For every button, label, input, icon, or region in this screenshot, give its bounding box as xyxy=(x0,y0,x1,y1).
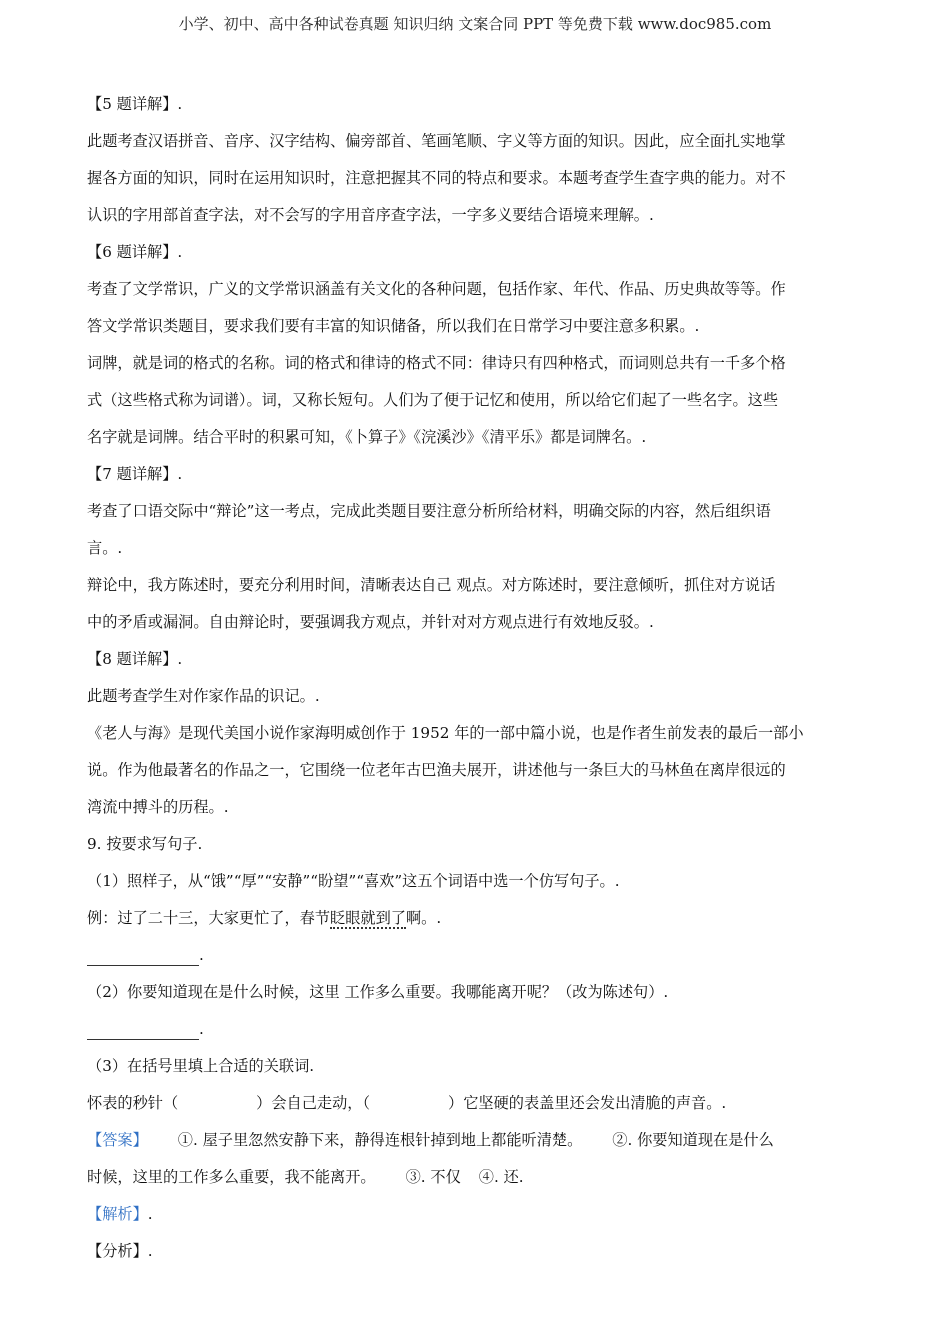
q8-heading: 【8 题详解】. xyxy=(87,650,183,668)
blank-line xyxy=(87,947,199,966)
fenxi-heading: 【分析】. xyxy=(87,1242,153,1260)
answer-label: 【答案】 xyxy=(87,1131,148,1149)
answer-2-cont: 时候，这里的工作多么重要，我不能离开。 xyxy=(87,1168,376,1186)
blank-suffix: . xyxy=(199,946,204,964)
q8-line: 说。作为他最著名的作品之一，它围绕一位老年古巴渔夫展开，讲述他与一条巨大的马林鱼在离岸很远的 xyxy=(87,761,786,779)
q9-sub3: （3）在括号里填上合适的关联词. xyxy=(87,1057,315,1075)
q8-line: 《老人与海》是现代美国小说作家海明威创作于 1952 年的一部中篇小说，也是作者生前发表的最后一部小 xyxy=(87,724,804,742)
q9-example xyxy=(87,900,863,937)
q7-line: 言。. xyxy=(87,539,123,557)
answer-line-1 xyxy=(87,1122,863,1159)
q9-sub1: （1）照样子，从“饿”“厚”“安静”“盼望”“喜欢”这五个词语中选一个仿写句子。. xyxy=(87,872,620,890)
q7-heading: 【7 题详解】. xyxy=(87,465,183,483)
q6-line: 名字就是词牌。结合平时的积累可知，《卜算子》《浣溪沙》《清平乐》都是词牌名。. xyxy=(87,428,647,446)
sentence-part: 怀表的秒针（ xyxy=(87,1094,179,1112)
q5-line: 握各方面的知识，同时在运用知识时，注意把握其不同的特点和要求。本题考查学生查字典的能力。对不 xyxy=(87,169,786,187)
answer-4: ④. 还. xyxy=(478,1168,524,1186)
analysis-heading xyxy=(87,1196,863,1233)
q6-line: 答文学常识类题目，要求我们要有丰富的知识储备，所以我们在日常学习中要注意多积累。. xyxy=(87,317,700,335)
q9-title: 9. 按要求写句子. xyxy=(87,835,203,853)
blank-suffix: . xyxy=(199,1020,204,1038)
q7-line: 考查了口语交际中“辩论”这一考点，完成此类题目要注意分析所给材料，明确交际的内容，然后组织语 xyxy=(87,502,771,520)
q5-line: 认识的字用部首查字法，对不会写的字用音序查字法，一字多义要结合语境来理解。. xyxy=(87,206,654,224)
sentence-part: ）会自己走动，（ xyxy=(256,1094,371,1112)
q5-line: 此题考查汉语拼音、音序、汉字结构、偏旁部首、笔画笔顺、字义等方面的知识。因此，应全面扎实地掌 xyxy=(87,132,786,150)
sentence-part: ）它坚硬的表盖里还会发出清脆的声音。. xyxy=(448,1094,727,1112)
example-dotted-words: 眨眼就到了 xyxy=(330,909,406,927)
example-prefix: 例：过了二十三，大家更忙了，春节 xyxy=(87,909,330,927)
q6-heading: 【6 题详解】. xyxy=(87,243,183,261)
q8-line: 此题考查学生对作家作品的识记。. xyxy=(87,687,320,705)
analysis-label: 【解析】 xyxy=(87,1205,148,1223)
answer-1: ①. 屋子里忽然安静下来，静得连根针掉到地上都能听清楚。 xyxy=(177,1131,583,1149)
answer-line-2 xyxy=(87,1159,863,1196)
q7-line: 中的矛盾或漏洞。自由辩论时，要强调我方观点，并针对对方观点进行有效地反驳。. xyxy=(87,613,654,631)
q8-line: 湾流中搏斗的历程。. xyxy=(87,798,229,816)
example-suffix: 啊。. xyxy=(405,909,442,927)
q6-line: 式（这些格式称为词谱）。词，又称长短句。人们为了便于记忆和使用，所以给它们起了一些名字。这些 xyxy=(87,391,779,409)
answer-blank-1 xyxy=(87,937,863,974)
page-header: 小学、初中、高中各种试卷真题 知识归纳 文案合同 PPT 等免费下载 www.doc985.com xyxy=(178,15,772,33)
q9-sub2: （2）你要知道现在是什么时候，这里 工作多么重要。我哪能离开呢？（改为陈述句）. xyxy=(87,983,669,1001)
blank-line xyxy=(87,1021,199,1040)
analysis-suffix: . xyxy=(147,1205,153,1223)
q9-sub3-sentence xyxy=(87,1085,863,1122)
q5-heading: 【5 题详解】. xyxy=(87,95,183,113)
q6-line: 词牌，就是词的格式的名称。词的格式和律诗的格式不同：律诗只有四种格式，而词则总共有一千多个格 xyxy=(87,354,786,372)
q7-line: 辩论中，我方陈述时，要充分利用时间，清晰表达自己 观点。对方陈述时，要注意倾听，抓住对方说话 xyxy=(87,576,776,594)
answer-3: ③. 不仅 xyxy=(405,1168,461,1186)
document-body xyxy=(87,86,863,1270)
answer-2: ②. 你要知道现在是什么 xyxy=(612,1131,774,1149)
answer-blank-2 xyxy=(87,1011,863,1048)
q6-line: 考查了文学常识，广义的文学常识涵盖有关文化的各种问题，包括作家、年代、作品、历史典故等等。作 xyxy=(87,280,786,298)
